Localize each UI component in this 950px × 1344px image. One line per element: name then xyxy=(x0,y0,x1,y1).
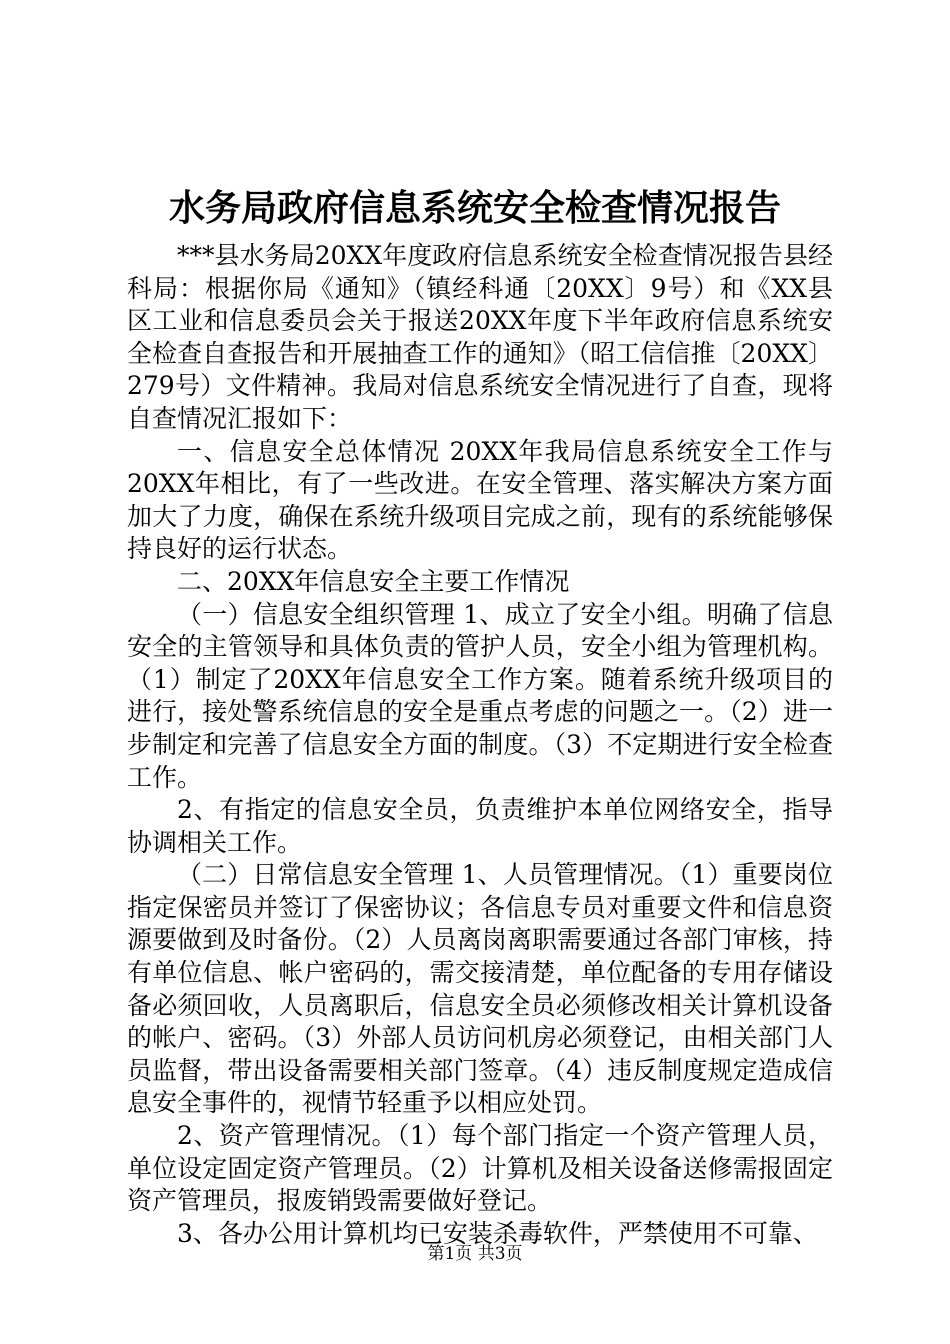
document-title: 水务局政府信息系统安全检查情况报告 xyxy=(168,187,781,229)
paragraph-section-2-heading: 二、20XX年信息安全主要工作情况 xyxy=(177,566,570,596)
paragraph-section-1: 一、信息安全总体情况 20XX年我局信息系统安全工作与20XX年相比，有了一些改进。在安全管理、落实解决方案方面加大了力度，确保在系统升级项目完成之前，现有的系统能够保持良好的运行状态。 xyxy=(127,436,833,564)
paragraph-antivirus: 3、各办公用计算机均已安装杀毒软件，严禁使用不可靠、 xyxy=(177,1218,818,1248)
paragraph-security-officer: 2、有指定的信息安全员，负责维护本单位网络安全，指导协调相关工作。 xyxy=(127,795,833,857)
document-body xyxy=(127,240,833,1250)
paragraph-org-management: （一）信息安全组织管理 1、成立了安全小组。明确了信息安全的主管领导和具体负责的管护人员，安全小组为管理机构。（1）制定了20XX年信息安全工作方案。随着系统升级项目的进行，接处警系统信息的安全是重点考虑的问题之一。（2）进一步制定和完善了信息安全方面的制度。（3）不定期进行安全检查工作。 xyxy=(127,599,833,792)
paragraph-daily-management: （二）日常信息安全管理 1、人员管理情况。（1）重要岗位指定保密员并签订了保密协议；各信息专员对重要文件和信息资源要做到及时备份。（2）人员离岗离职需要通过各部门审核，持有单位信息、帐户密码的，需交接清楚，单位配备的专用存储设备必须回收，人员离职后，信息安全员必须修改相关计算机设备的帐户、密码。（3）外部人员访问机房必须登记，由相关部门人员监督，带出设备需要相关部门签章。（4）违反制度规定造成信息安全事件的，视情节轻重予以相应处罚。 xyxy=(127,860,833,1118)
page-footer: 第1页 共3页 xyxy=(427,1244,523,1264)
paragraph-asset-management: 2、资产管理情况。（1）每个部门指定一个资产管理人员，单位设定固定资产管理员。（2）计算机及相关设备送修需报固定资产管理员，报废销毁需要做好登记。 xyxy=(127,1121,833,1216)
paragraph-intro: ***县水务局20XX年度政府信息系统安全检查情况报告县经科局：根据你局《通知》（镇经科通〔20XX〕9号）和《XX县区工业和信息委员会关于报送20XX年度下半年政府信息系统安全检查自查报告和开展抽查工作的通知》（昭工信信推〔20XX〕279号）文件精神。我局对信息系统安全情况进行了自查，现将自查情况汇报如下： xyxy=(127,241,833,433)
